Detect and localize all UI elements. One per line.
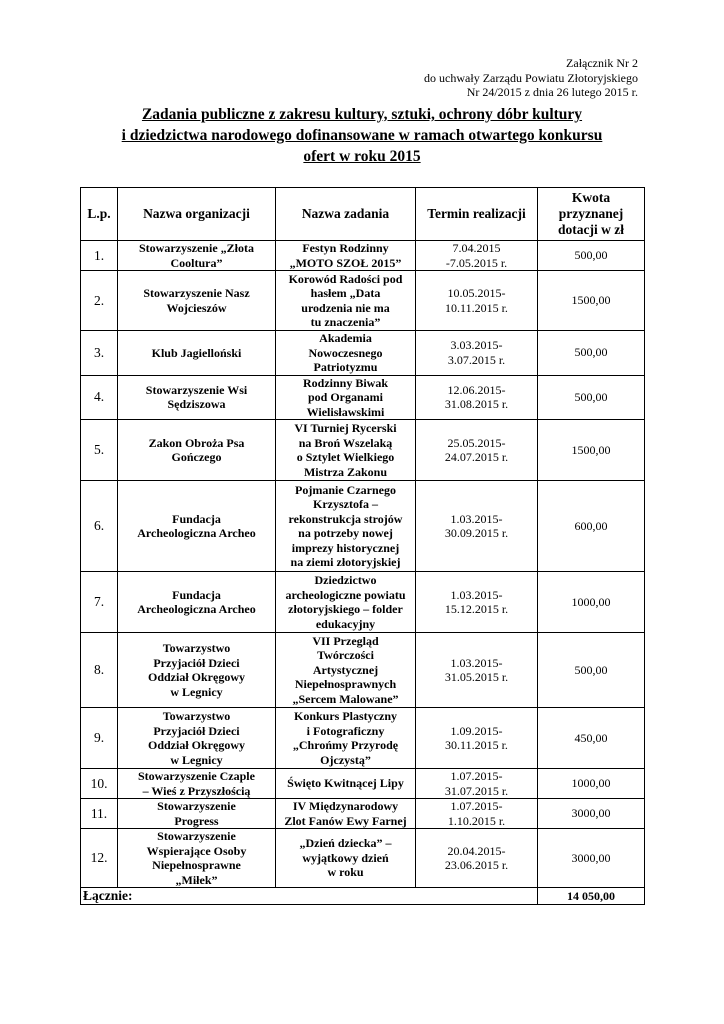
row-term-1: 25.05.2015- bbox=[447, 435, 506, 450]
row-organization: Stowarzyszenie Wsi Sędziszowa bbox=[118, 375, 276, 420]
row-organization: Stowarzyszenie Nasz Wojcieszów bbox=[118, 271, 276, 331]
row-lp: 4. bbox=[81, 375, 118, 420]
row-term-1: 7.04.2015 bbox=[452, 241, 501, 255]
row-task: Konkurs Plastyczny i Fotograficzny „Chrońmy Przyrodę Ojczystą” bbox=[276, 708, 416, 769]
row-amount: 500,00 bbox=[538, 375, 645, 420]
attachment-header bbox=[424, 56, 638, 100]
row-organization: Towarzystwo Przyjaciół Dzieci Oddział Okręgowy w Legnicy bbox=[118, 708, 276, 769]
table-row bbox=[81, 241, 645, 271]
row-lp: 9. bbox=[81, 708, 118, 769]
grants-table bbox=[80, 187, 645, 905]
row-lp: 3. bbox=[81, 331, 118, 376]
total-row bbox=[81, 888, 645, 905]
row-organization: Stowarzyszenie Progress bbox=[118, 799, 276, 829]
total-value: 14 050,00 bbox=[538, 888, 645, 905]
row-term-2: 15.12.2015 r. bbox=[444, 602, 509, 616]
row-term bbox=[416, 271, 538, 331]
table-row bbox=[81, 271, 645, 331]
attachment-date: Nr 24/2015 z dnia 26 lutego 2015 r. bbox=[466, 85, 638, 99]
row-lp: 8. bbox=[81, 633, 118, 708]
row-lp: 5. bbox=[81, 420, 118, 481]
table-row bbox=[81, 799, 645, 829]
row-amount: 450,00 bbox=[538, 708, 645, 769]
row-term-1: 20.04.2015- bbox=[447, 843, 506, 858]
row-term-2: -7.05.2015 r. bbox=[445, 255, 508, 270]
row-organization: Zakon Obroża Psa Gończego bbox=[118, 420, 276, 481]
row-organization: Stowarzyszenie „Złota Cooltura” bbox=[118, 241, 276, 271]
row-term-2: 31.08.2015 r. bbox=[444, 397, 509, 412]
row-term bbox=[416, 633, 538, 708]
row-amount: 3000,00 bbox=[538, 829, 645, 888]
header-amount: Kwota przyznanej dotacji w zł bbox=[538, 188, 645, 241]
total-label: Łącznie: bbox=[81, 888, 538, 905]
row-term bbox=[416, 769, 538, 799]
row-lp: 7. bbox=[81, 572, 118, 633]
attachment-number: Załącznik Nr 2 bbox=[566, 56, 638, 70]
table-row bbox=[81, 481, 645, 572]
row-task: VII Przegląd Twórczości Artystycznej Niepełnosprawnych „Sercem Malowane” bbox=[276, 633, 416, 708]
row-term-1: 1.03.2015- bbox=[450, 587, 503, 602]
row-term-1: 1.03.2015- bbox=[450, 655, 503, 670]
row-task: Pojmanie Czarnego Krzysztofa – rekonstrukcja strojów na potrzeby nowej imprezy historycznej na ziemi złotoryjskiej bbox=[276, 481, 416, 572]
title-line-2: i dziedzictwa narodowego dofinansowane w ramach otwartego konkursu bbox=[121, 127, 603, 144]
row-term bbox=[416, 331, 538, 376]
row-term-2: 3.07.2015 r. bbox=[447, 352, 506, 367]
row-term-1: 10.05.2015- bbox=[447, 286, 506, 300]
row-lp: 11. bbox=[81, 799, 118, 829]
row-term-1: 1.03.2015- bbox=[450, 511, 503, 526]
title-line-3: ofert w roku 2015 bbox=[303, 148, 421, 165]
row-organization: Fundacja Archeologiczna Archeo bbox=[118, 481, 276, 572]
row-term bbox=[416, 572, 538, 633]
row-organization: Stowarzyszenie Wspierające Osoby Niepełnosprawne „Miłek” bbox=[118, 829, 276, 888]
row-term-1: 12.06.2015- bbox=[447, 382, 506, 397]
document-title bbox=[80, 104, 644, 167]
table-row bbox=[81, 420, 645, 481]
row-term-2: 31.05.2015 r. bbox=[444, 670, 509, 684]
row-task: Festyn Rodzinny „MOTO SZOŁ 2015” bbox=[276, 241, 416, 271]
row-term-2: 10.11.2015 r. bbox=[445, 300, 508, 315]
row-organization: Stowarzyszenie Czaple – Wieś z Przyszłością bbox=[118, 769, 276, 799]
row-lp: 12. bbox=[81, 829, 118, 888]
row-amount: 1000,00 bbox=[538, 769, 645, 799]
table-row bbox=[81, 572, 645, 633]
table-row bbox=[81, 375, 645, 420]
row-amount: 3000,00 bbox=[538, 799, 645, 829]
table-row bbox=[81, 331, 645, 376]
row-amount: 500,00 bbox=[538, 331, 645, 376]
row-term-1: 3.03.2015- bbox=[450, 338, 503, 353]
row-term-2: 30.09.2015 r. bbox=[444, 526, 509, 540]
row-organization: Towarzystwo Przyjaciół Dzieci Oddział Okręgowy w Legnicy bbox=[118, 633, 276, 708]
row-lp: 2. bbox=[81, 271, 118, 331]
row-term-2: 31.07.2015 r. bbox=[444, 783, 509, 798]
row-amount: 500,00 bbox=[538, 633, 645, 708]
row-term bbox=[416, 799, 538, 829]
row-lp: 10. bbox=[81, 769, 118, 799]
row-term bbox=[416, 241, 538, 271]
row-organization: Fundacja Archeologiczna Archeo bbox=[118, 572, 276, 633]
row-term bbox=[416, 375, 538, 420]
row-term-2: 23.06.2015 r. bbox=[444, 858, 509, 872]
header-term: Termin realizacji bbox=[416, 188, 538, 241]
row-organization: Klub Jagielloński bbox=[118, 331, 276, 376]
header-task: Nazwa zadania bbox=[276, 188, 416, 241]
row-task: Dziedzictwo archeologiczne powiatu złotoryjskiego – folder edukacyjny bbox=[276, 572, 416, 633]
row-task: IV Międzynarodowy Zlot Fanów Ewy Farnej bbox=[276, 799, 416, 829]
attachment-resolution: do uchwały Zarządu Powiatu Złotoryjskiego bbox=[424, 70, 638, 85]
row-term bbox=[416, 481, 538, 572]
row-task: Rodzinny Biwak pod Organami Wielisławskimi bbox=[276, 375, 416, 420]
row-term-2: 1.10.2015 r. bbox=[447, 813, 506, 828]
row-term bbox=[416, 829, 538, 888]
row-term-1: 1.09.2015- bbox=[450, 723, 503, 738]
row-term-2: 30.11.2015 r. bbox=[445, 738, 508, 752]
row-task: Korowód Radości pod hasłem „Data urodzenia nie ma tu znaczenia” bbox=[276, 271, 416, 331]
row-amount: 1000,00 bbox=[538, 572, 645, 633]
row-amount: 1500,00 bbox=[538, 420, 645, 481]
table-row bbox=[81, 769, 645, 799]
row-term-1: 1.07.2015- bbox=[450, 769, 503, 783]
title-line-1: Zadania publiczne z zakresu kultury, sztuki, ochrony dóbr kultury bbox=[141, 106, 583, 123]
row-amount: 1500,00 bbox=[538, 271, 645, 331]
row-term bbox=[416, 420, 538, 481]
table-row bbox=[81, 633, 645, 708]
row-lp: 6. bbox=[81, 481, 118, 572]
header-organization: Nazwa organizacji bbox=[118, 188, 276, 241]
row-lp: 1. bbox=[81, 241, 118, 271]
row-term-1: 1.07.2015- bbox=[450, 799, 503, 813]
row-term-2: 24.07.2015 r. bbox=[444, 450, 509, 464]
table-row bbox=[81, 829, 645, 888]
row-task: „Dzień dziecka” – wyjątkowy dzień w roku bbox=[276, 829, 416, 888]
table-row bbox=[81, 708, 645, 769]
row-task: Akademia Nowoczesnego Patriotyzmu bbox=[276, 331, 416, 376]
row-amount: 600,00 bbox=[538, 481, 645, 572]
row-term bbox=[416, 708, 538, 769]
row-task: VI Turniej Rycerski na Broń Wszelaką o Sztylet Wielkiego Mistrza Zakonu bbox=[276, 420, 416, 481]
row-task: Święto Kwitnącej Lipy bbox=[276, 769, 416, 799]
header-lp: L.p. bbox=[81, 188, 118, 241]
row-amount: 500,00 bbox=[538, 241, 645, 271]
table-header-row bbox=[81, 188, 645, 241]
